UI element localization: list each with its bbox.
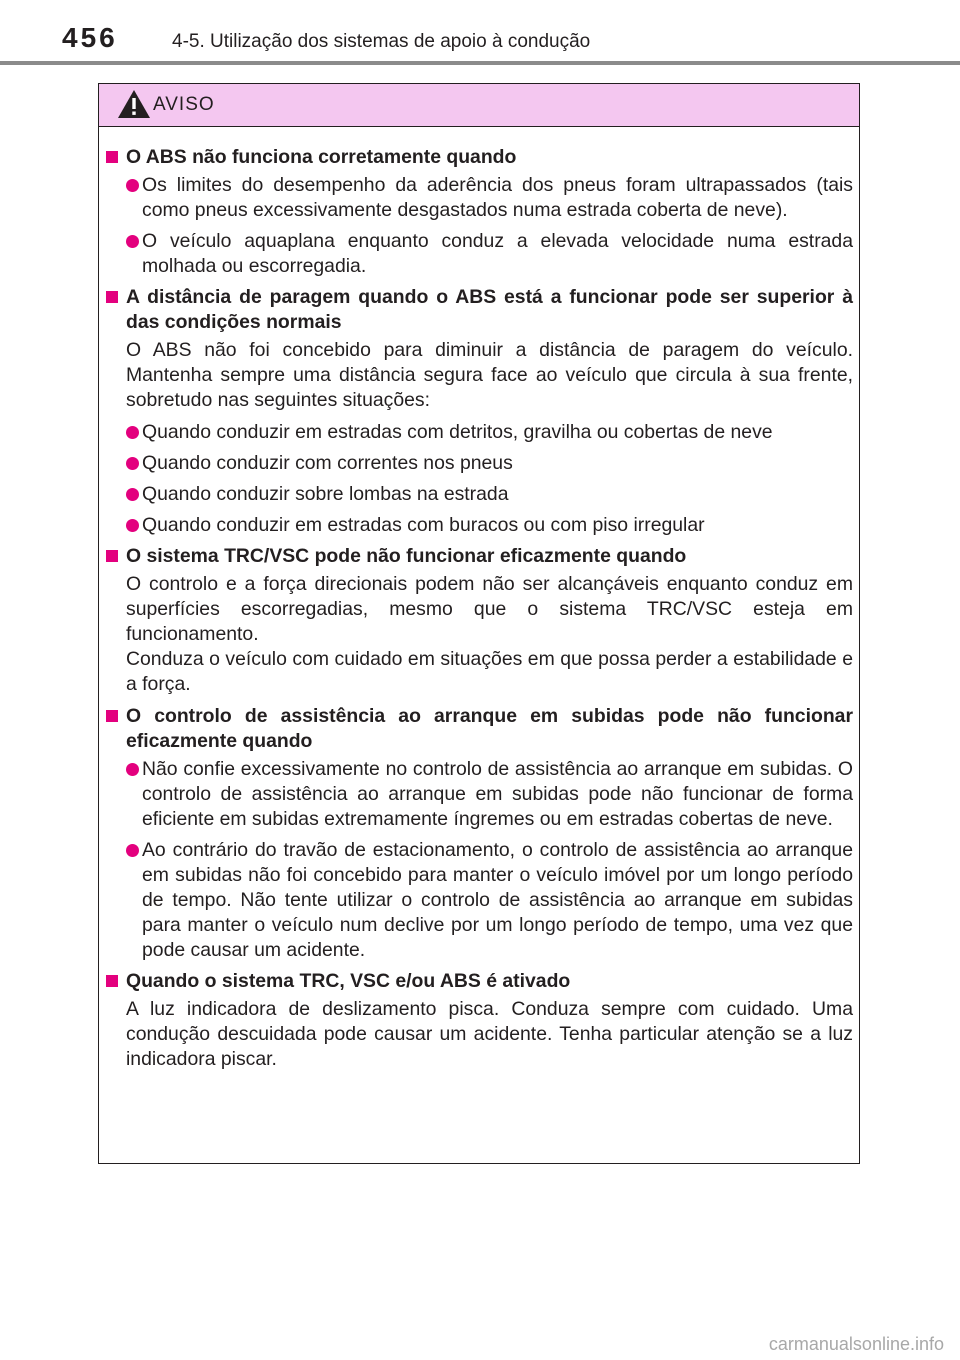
- warning-section: [106, 969, 853, 1072]
- warning-section: [106, 544, 853, 697]
- square-bullet-icon: [106, 291, 118, 303]
- section-heading: O controlo de assistência ao arranque em subidas pode não funcionar eficazmente quando: [106, 704, 853, 754]
- square-bullet-icon: [106, 550, 118, 562]
- watermark: carmanualsonline.info: [768, 1334, 944, 1354]
- round-bullet-icon: [126, 488, 139, 501]
- warning-section: [106, 704, 853, 963]
- warning-section: [106, 285, 853, 538]
- section-paragraph: A luz indicadora de deslizamento pisca. Conduza sempre com cuidado. Uma condução descuidada pode causar um acidente. Tenha particular atenção se a luz indicadora piscar.: [126, 998, 853, 1070]
- section-heading: A distância de paragem quando o ABS está a funcionar pode ser superior à das condições normais: [106, 285, 853, 335]
- section-heading: O ABS não funciona corretamente quando: [106, 145, 853, 170]
- section-paragraph: O ABS não foi concebido para diminuir a distância de paragem do veículo. Mantenha sempre uma distância segura face ao veículo que circula à sua frente, sobretudo nas seguintes situações:: [126, 339, 853, 411]
- section-paragraph: Conduza o veículo com cuidado em situações em que possa perder a estabilidade e a força.: [126, 648, 853, 695]
- bullet-item: Quando conduzir sobre lombas na estrada: [106, 482, 853, 507]
- round-bullet-icon: [126, 519, 139, 532]
- bullet-item: O veículo aquaplana enquanto conduz a elevada velocidade numa estrada molhada ou escorregadia.: [106, 229, 853, 279]
- round-bullet-icon: [126, 457, 139, 470]
- square-bullet-icon: [106, 975, 118, 987]
- round-bullet-icon: [126, 179, 139, 192]
- section-heading: Quando o sistema TRC, VSC e/ou ABS é ativado: [106, 969, 853, 994]
- bullet-item: Ao contrário do travão de estacionamento, o controlo de assistência ao arranque em subidas não foi concebido para manter o veículo imóvel por um longo período de tempo. Não tente utilizar o controlo de assistência ao arranque em subidas para manter o veículo num declive por um longo período de tempo, uma vez que pode causar um acidente.: [106, 838, 853, 963]
- square-bullet-icon: [106, 151, 118, 163]
- header-rule: [0, 61, 960, 65]
- bullet-item: Quando conduzir em estradas com detritos, gravilha ou cobertas de neve: [106, 420, 853, 445]
- warning-box: [98, 83, 860, 1164]
- bullet-item: Os limites do desempenho da aderência dos pneus foram ultrapassados (tais como pneus excessivamente desgastados numa estrada coberta de neve).: [106, 173, 853, 223]
- section-title: 4-5. Utilização dos sistemas de apoio à condução: [172, 31, 591, 52]
- section-heading: O sistema TRC/VSC pode não funcionar eficazmente quando: [106, 544, 853, 569]
- round-bullet-icon: [126, 763, 139, 776]
- page-header: [0, 0, 960, 62]
- section-paragraph: O controlo e a força direcionais podem não ser alcançáveis enquanto conduz em superfícies escorregadias, mesmo que o sistema TRC/VSC esteja em funcionamento.: [126, 573, 853, 645]
- round-bullet-icon: [126, 844, 139, 857]
- page-number: 456: [62, 22, 118, 53]
- warning-title: AVISO: [153, 94, 215, 115]
- warning-triangle-icon: [117, 89, 151, 119]
- warning-section: [106, 145, 853, 279]
- square-bullet-icon: [106, 710, 118, 722]
- warning-header: [99, 84, 859, 127]
- round-bullet-icon: [126, 426, 139, 439]
- warning-content: [99, 127, 859, 1072]
- bullet-item: Quando conduzir em estradas com buracos ou com piso irregular: [106, 513, 853, 538]
- bullet-item: Quando conduzir com correntes nos pneus: [106, 451, 853, 476]
- bullet-item: Não confie excessivamente no controlo de assistência ao arranque em subidas. O controlo de assistência ao arranque em subidas pode não funcionar de forma eficiente em subidas extremamente íngremes ou em estradas cobertas de neve.: [106, 757, 853, 832]
- round-bullet-icon: [126, 235, 139, 248]
